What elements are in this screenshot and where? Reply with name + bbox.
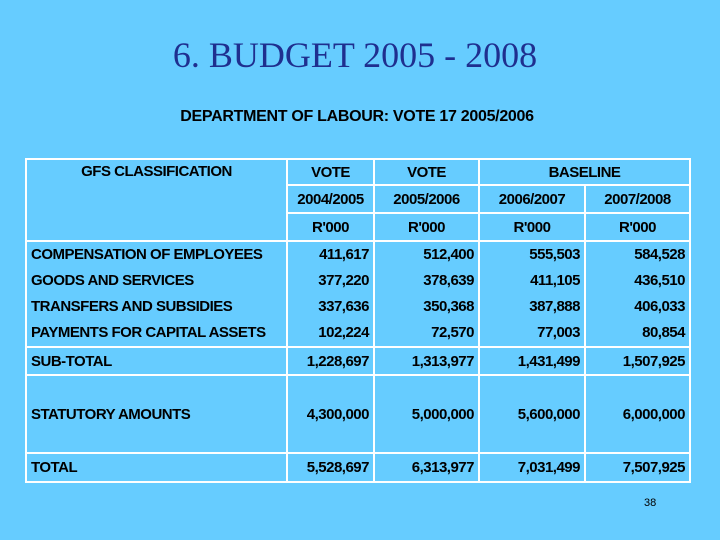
value-cell: 411,617: [319, 246, 369, 263]
statutory-value: 5,600,000: [479, 375, 585, 453]
line-item-values-2005-2006: [374, 241, 479, 347]
header-row-1: [26, 159, 690, 185]
header-year-2006-2007: 2006/2007: [479, 185, 585, 213]
header-year-2004-2005: 2004/2005: [287, 185, 374, 213]
total-row: [26, 453, 690, 482]
line-item-label: PAYMENTS FOR CAPITAL ASSETS: [31, 324, 266, 341]
value-cell: 72,570: [431, 324, 474, 341]
header-unit-4: R'000: [585, 213, 690, 241]
header-year-2007-2008: 2007/2008: [585, 185, 690, 213]
statutory-value: 6,000,000: [585, 375, 690, 453]
value-cell: 406,033: [634, 298, 685, 315]
line-item-label: GOODS AND SERVICES: [31, 272, 194, 289]
line-item-values-2006-2007: [479, 241, 585, 347]
subtotal-value: 1,313,977: [374, 347, 479, 375]
line-item-values-2007-2008: [585, 241, 690, 347]
header-gfs-classification: GFS CLASSIFICATION: [26, 159, 287, 241]
subtotal-value: 1,507,925: [585, 347, 690, 375]
line-item-values-2004-2005: [287, 241, 374, 347]
header-unit-1: R'000: [287, 213, 374, 241]
value-cell: 377,220: [318, 272, 369, 289]
header-year-2005-2006: 2005/2006: [374, 185, 479, 213]
table-title: DEPARTMENT OF LABOUR: VOTE 17 2005/2006: [180, 108, 534, 125]
line-item-label: COMPENSATION OF EMPLOYEES: [31, 246, 263, 263]
header-vote-2: VOTE: [374, 159, 479, 185]
subtotal-row: [26, 347, 690, 375]
subtotal-label: SUB-TOTAL: [26, 347, 287, 375]
value-cell: 102,224: [318, 324, 369, 341]
value-cell: 387,888: [529, 298, 580, 315]
value-cell: 512,400: [423, 246, 474, 263]
value-cell: 555,503: [529, 246, 580, 263]
value-cell: 436,510: [634, 272, 685, 289]
subtotal-value: 1,431,499: [479, 347, 585, 375]
total-value: 7,031,499: [479, 453, 585, 482]
header-vote-1: VOTE: [287, 159, 374, 185]
line-item-label: TRANSFERS AND SUBSIDIES: [31, 298, 233, 315]
page-number: 38: [644, 497, 657, 509]
statutory-label: STATUTORY AMOUNTS: [26, 375, 287, 453]
value-cell: 337,636: [318, 298, 369, 315]
subtotal-value: 1,228,697: [287, 347, 374, 375]
slide-title: 6. BUDGET 2005 - 2008: [172, 35, 538, 75]
total-value: 7,507,925: [585, 453, 690, 482]
budget-table: [25, 158, 691, 483]
header-unit-3: R'000: [479, 213, 585, 241]
statutory-value: 4,300,000: [287, 375, 374, 453]
statutory-row: [26, 375, 690, 453]
line-item-labels: [26, 241, 287, 347]
total-label: TOTAL: [26, 453, 287, 482]
total-value: 5,528,697: [287, 453, 374, 482]
value-cell: 584,528: [634, 246, 685, 263]
value-cell: 378,639: [423, 272, 474, 289]
value-cell: 77,003: [537, 324, 580, 341]
line-items-row: [26, 241, 690, 347]
total-value: 6,313,977: [374, 453, 479, 482]
header-unit-2: R'000: [374, 213, 479, 241]
value-cell: 411,105: [530, 272, 580, 289]
header-baseline: BASELINE: [479, 159, 690, 185]
value-cell: 80,854: [642, 324, 685, 341]
statutory-value: 5,000,000: [374, 375, 479, 453]
value-cell: 350,368: [423, 298, 474, 315]
